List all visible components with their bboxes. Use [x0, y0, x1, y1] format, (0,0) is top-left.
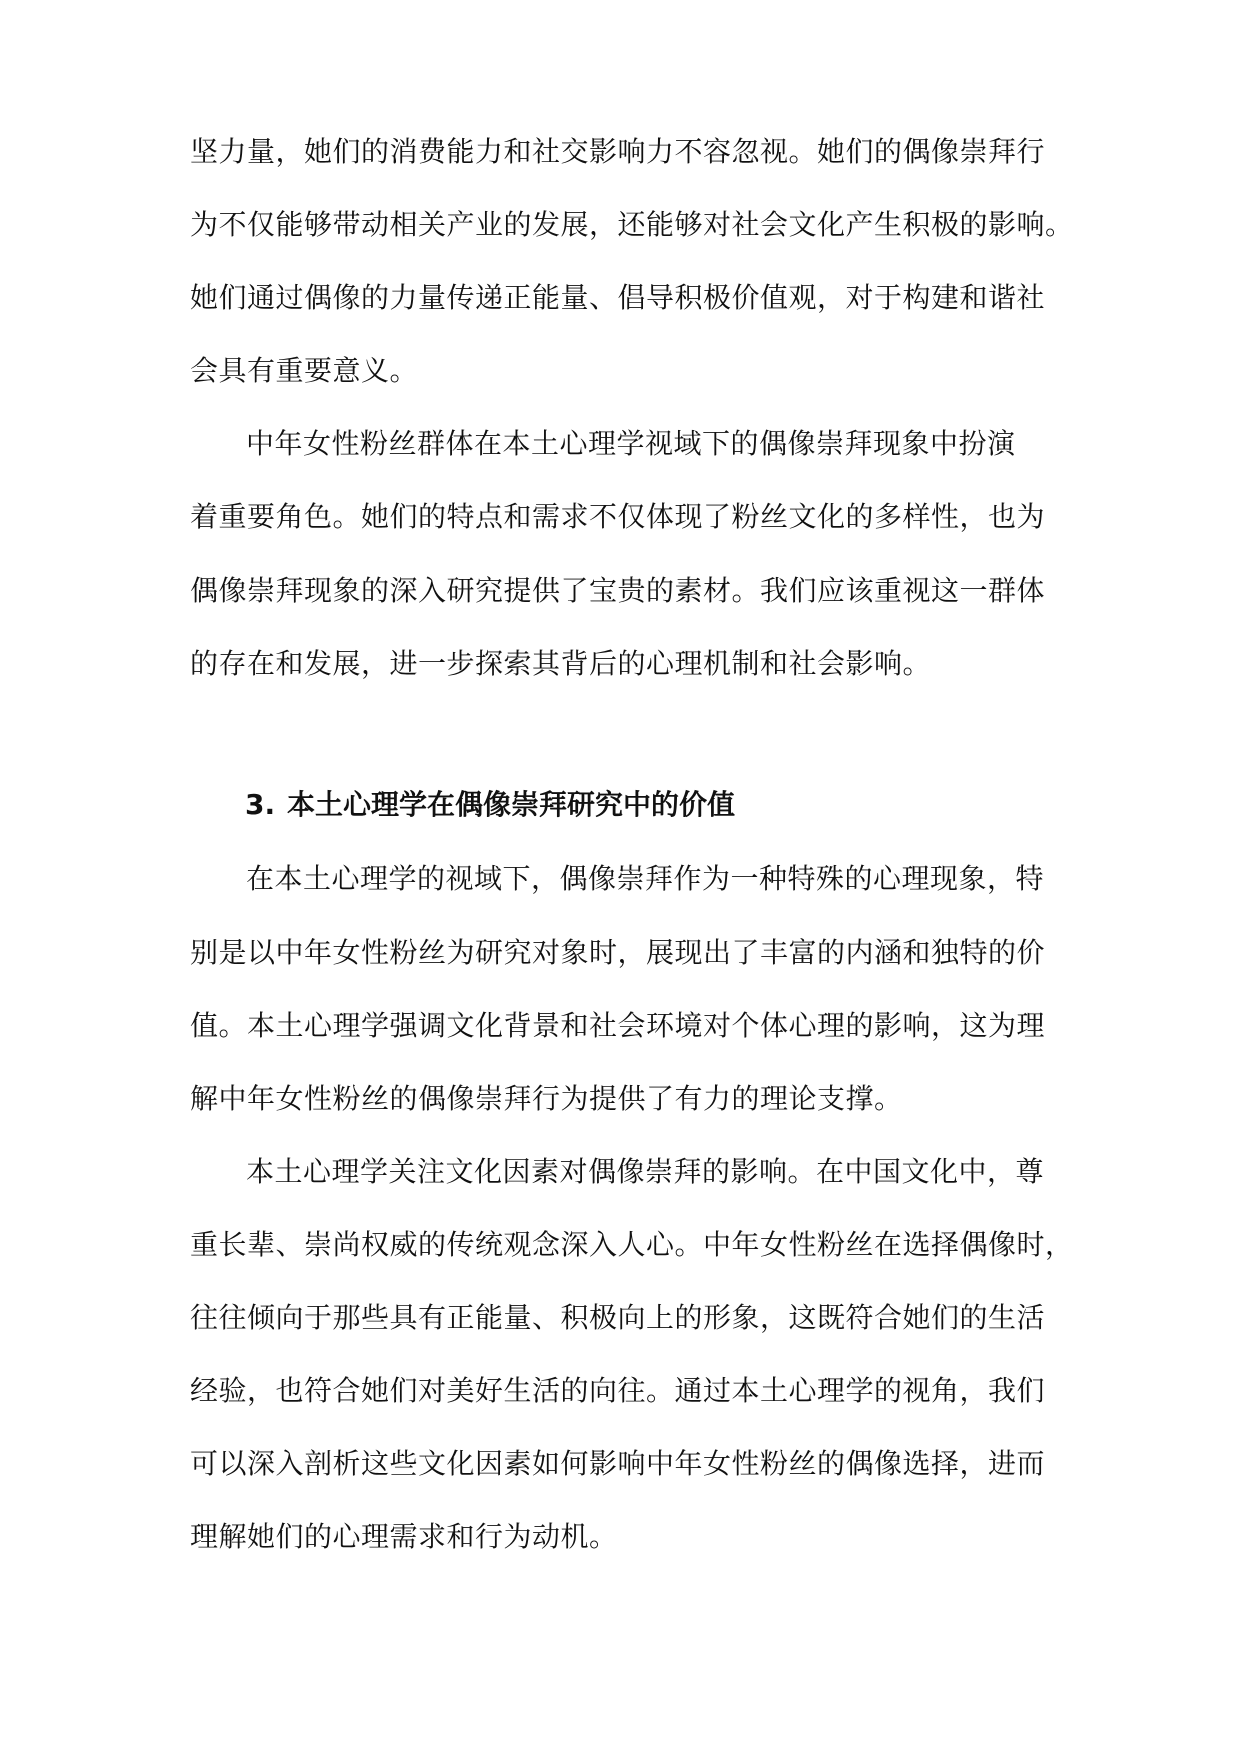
- text-line: 会具有重要意义。: [190, 354, 419, 387]
- section-heading: [245, 781, 735, 829]
- text-line: 别是以中年女性粉丝为研究对象时，展现出了丰富的内涵和独特的价: [190, 936, 1046, 969]
- text-line: 坚力量，她们的消费能力和社交影响力不容忽视。她们的偶像崇拜行: [190, 135, 1046, 168]
- text-line: 她们通过偶像的力量传递正能量、倡导积极价值观，对于构建和谐社: [190, 281, 1046, 314]
- text-line: 为不仅能够带动相关产业的发展，还能够对社会文化产生积极的影响。: [190, 208, 1074, 241]
- text-line: 中年女性粉丝群体在本土心理学视域下的偶像崇拜现象中扮演: [246, 427, 1016, 460]
- text-line: 往往倾向于那些具有正能量、积极向上的形象，这既符合她们的生活: [190, 1301, 1046, 1334]
- section-number: 3.: [245, 788, 276, 821]
- text-line: 在本土心理学的视域下，偶像崇拜作为一种特殊的心理现象，特: [246, 862, 1045, 895]
- text-line: 可以深入剖析这些文化因素如何影响中年女性粉丝的偶像选择，进而: [190, 1447, 1046, 1480]
- text-line: 着重要角色。她们的特点和需求不仅体现了粉丝文化的多样性，也为: [190, 500, 1046, 533]
- text-line: 值。本土心理学强调文化背景和社会环境对个体心理的影响，这为理: [190, 1009, 1046, 1042]
- text-line: 本土心理学关注文化因素对偶像崇拜的影响。在中国文化中，尊: [246, 1155, 1045, 1188]
- text-line: 的存在和发展，进一步探索其背后的心理机制和社会影响。: [190, 647, 932, 680]
- text-line: 经验，也符合她们对美好生活的向往。通过本土心理学的视角，我们: [190, 1374, 1046, 1407]
- text-line: 重长辈、崇尚权威的传统观念深入人心。中年女性粉丝在选择偶像时，: [190, 1228, 1074, 1261]
- text-line: 理解她们的心理需求和行为动机。: [190, 1520, 618, 1553]
- text-line: 解中年女性粉丝的偶像崇拜行为提供了有力的理论支撑。: [190, 1082, 903, 1115]
- text-line: 偶像崇拜现象的深入研究提供了宝贵的素材。我们应该重视这一群体: [190, 574, 1046, 607]
- section-title: 本土心理学在偶像崇拜研究中的价值: [287, 788, 736, 821]
